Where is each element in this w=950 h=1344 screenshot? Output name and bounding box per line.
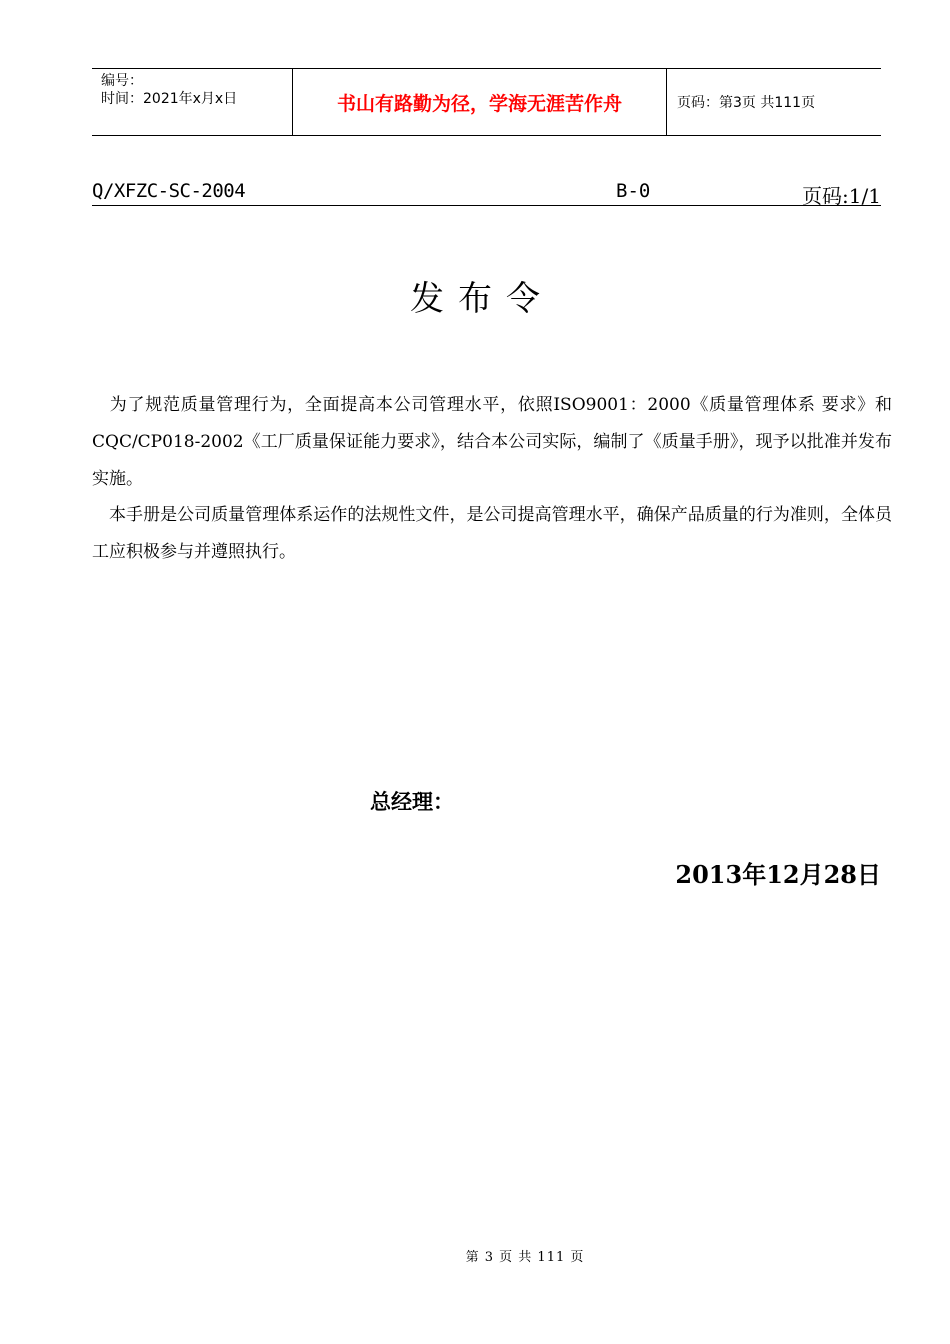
page-title: 发布令 [410, 279, 554, 319]
document-number-label: 编号： [101, 73, 143, 89]
document-page-number: 页码:1/1 [802, 184, 881, 208]
page-header-table [92, 68, 881, 136]
document-code: Q/XFZC-SC-2004 [92, 180, 246, 202]
document-time-label: 时间：2021年x月x日 [101, 91, 238, 107]
document-revision: B-0 [616, 180, 651, 202]
paragraph-text: 本手册是公司质量管理体系运作的法规性文件，是公司提高管理水平，确保产品质量的行为准则，全体员工应积极参与并遵照执行。 [92, 505, 892, 562]
general-manager-label: 总经理： [370, 790, 454, 814]
body-paragraph [92, 497, 892, 571]
header-right-cell [667, 69, 881, 135]
document-code-line [92, 178, 881, 206]
header-middle-cell [293, 69, 667, 135]
page-footer: 第 3 页 共 111 页 [465, 1250, 585, 1265]
header-motto: 书山有路勤为径，学海无涯苦作舟 [336, 93, 622, 115]
body-paragraph [92, 387, 892, 498]
paragraph-text: 为了规范质量管理行为，全面提高本公司管理水平，依照ISO9001：2000《质量管理体系 要求》和CQC/CP018-2002《工厂质量保证能力要求》，结合本公司实际，编制了《质量手册》，现予以批准并发布实施。 [92, 395, 892, 489]
issue-date: 2013年12月28日 [675, 860, 881, 889]
header-left-cell [92, 69, 293, 135]
header-page-code: 页码：第3页 共111页 [677, 95, 816, 111]
